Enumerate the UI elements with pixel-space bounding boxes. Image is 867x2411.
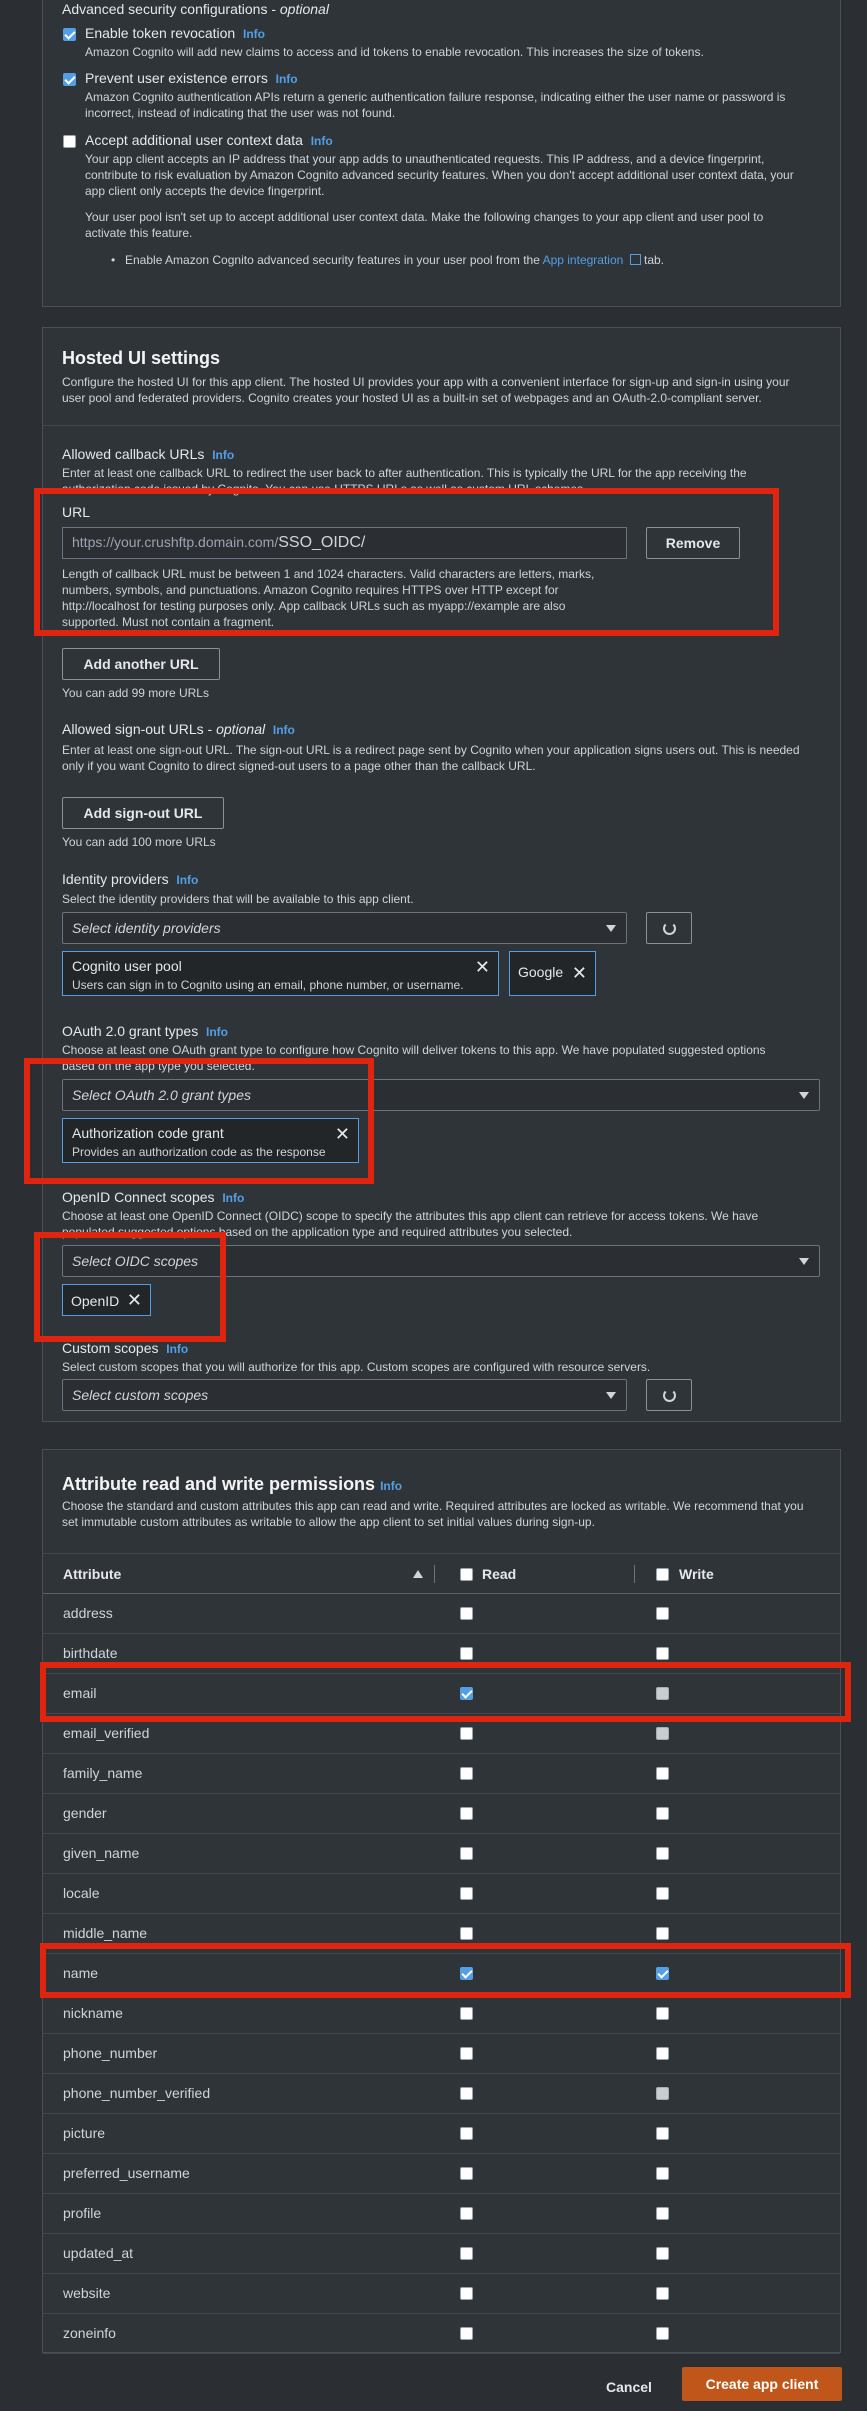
highlight-oidc-scopes bbox=[34, 1232, 226, 1342]
attribute-name: phone_number_verified bbox=[63, 2085, 211, 2101]
attribute-name: email bbox=[63, 1685, 97, 1701]
custom-scopes-label: Custom scopes Info bbox=[62, 1340, 189, 1356]
write-checkbox[interactable] bbox=[656, 2327, 669, 2340]
url-field-label: URL bbox=[62, 504, 91, 520]
info-link[interactable]: Info bbox=[272, 723, 295, 737]
write-checkbox[interactable] bbox=[656, 2207, 669, 2220]
info-link[interactable]: Info bbox=[243, 27, 265, 41]
read-checkbox[interactable] bbox=[460, 2247, 473, 2260]
info-link[interactable]: Info bbox=[176, 873, 199, 887]
token-revocation-label: Enable token revocation Info bbox=[85, 25, 265, 41]
column-divider bbox=[634, 1565, 635, 1583]
accept-user-context-desc-3: app client only accepts the device fingerprint. bbox=[85, 184, 325, 198]
info-link[interactable]: Info bbox=[380, 1479, 403, 1493]
prevent-user-existence-label: Prevent user existence errors Info bbox=[85, 70, 298, 86]
read-checkbox[interactable] bbox=[460, 1727, 473, 1740]
highlight-email-row bbox=[40, 1662, 851, 1722]
info-link[interactable]: Info bbox=[310, 134, 333, 148]
attribute-name: birthdate bbox=[63, 1645, 118, 1661]
table-row bbox=[43, 2273, 840, 2313]
write-checkbox[interactable] bbox=[656, 1927, 669, 1940]
url-help-4: supported. Must not contain a fragment. bbox=[62, 615, 275, 629]
read-checkbox[interactable] bbox=[460, 1767, 473, 1780]
add-url-remaining: You can add 99 more URLs bbox=[62, 686, 209, 700]
token-revocation-checkbox[interactable] bbox=[63, 28, 76, 41]
oauth-desc-1: Choose at least one OAuth grant type to configure how Cognito will deliver tokens to this app. We have populated suggested options bbox=[62, 1043, 766, 1057]
callback-desc-2: authorization code issued by Cognito. You can use HTTPS URLs as well as custom URL schemes. bbox=[62, 482, 587, 496]
highlight-callback-url bbox=[34, 488, 779, 636]
attribute-permissions-desc-1: Choose the standard and custom attributes this app can read and write. Required attributes are locked as writable. We recommend that you bbox=[62, 1499, 804, 1513]
attribute-name: locale bbox=[63, 1885, 100, 1901]
attribute-permissions-panel bbox=[42, 1449, 841, 2353]
idp-token-google-title: Google bbox=[518, 964, 564, 980]
info-link[interactable]: Info bbox=[275, 72, 298, 86]
read-checkbox[interactable] bbox=[460, 2087, 473, 2100]
table-header-read: Read bbox=[482, 1566, 517, 1582]
refresh-custom-scopes-button[interactable] bbox=[646, 1379, 692, 1411]
oidc-scopes-label: OpenID Connect scopes Info bbox=[62, 1189, 245, 1205]
oauth-token-desc: Provides an authorization code as the response bbox=[72, 1145, 326, 1159]
caret-down-icon bbox=[799, 1092, 809, 1099]
table-row bbox=[43, 1873, 840, 1913]
write-checkbox[interactable] bbox=[656, 2247, 669, 2260]
read-checkbox[interactable] bbox=[460, 2327, 473, 2340]
oidc-desc-1: Choose at least one OpenID Connect (OIDC) scope to specify the attributes this app client can retrieve for access tokens. We have bbox=[62, 1209, 759, 1223]
write-checkbox[interactable] bbox=[656, 2287, 669, 2300]
table-row bbox=[43, 1753, 840, 1793]
add-another-url-button[interactable]: Add another URL bbox=[62, 648, 220, 680]
table-row bbox=[43, 2073, 840, 2113]
write-checkbox bbox=[656, 2087, 669, 2100]
read-checkbox[interactable] bbox=[460, 1647, 473, 1660]
write-checkbox[interactable] bbox=[656, 1767, 669, 1780]
read-checkbox[interactable] bbox=[460, 1847, 473, 1860]
advanced-security-panel bbox=[42, 0, 841, 307]
custom-scopes-desc: Select custom scopes that you will authorize for this app. Custom scopes are configured with resource servers. bbox=[62, 1360, 651, 1374]
attribute-name: gender bbox=[63, 1805, 107, 1821]
cancel-button[interactable]: Cancel bbox=[606, 2379, 652, 2395]
attribute-name: updated_at bbox=[63, 2245, 134, 2261]
info-link[interactable]: Info bbox=[212, 448, 235, 462]
caret-down-icon bbox=[606, 1392, 616, 1399]
hosted-ui-title: Hosted UI settings bbox=[62, 348, 221, 368]
info-link[interactable]: Info bbox=[222, 1191, 245, 1205]
callback-url-input[interactable]: https://your.crushftp.domain.com/SSO_OIDC/ bbox=[62, 527, 627, 559]
url-help-3: http://localhost for testing purposes only. App callback URLs such as myapp://example are also bbox=[62, 599, 566, 613]
remove-token-icon[interactable]: ✕ bbox=[334, 1124, 350, 1144]
oauth-desc-2: based on the app type you selected. bbox=[62, 1059, 255, 1073]
identity-providers-label: Identity providers Info bbox=[62, 871, 199, 887]
divider bbox=[43, 425, 840, 426]
table-row bbox=[43, 2193, 840, 2233]
create-app-client-button[interactable]: Create app client bbox=[682, 2367, 842, 2401]
signout-desc-1: Enter at least one sign-out URL. The sign-out URL is a redirect page sent by Cognito when your application signs users out. This is needed bbox=[62, 743, 800, 757]
prevent-user-existence-desc-2: incorrect, instead of indicating that the user was not found. bbox=[85, 106, 396, 120]
write-checkbox[interactable] bbox=[656, 1647, 669, 1660]
identity-providers-desc: Select the identity providers that will be available to this app client. bbox=[62, 892, 414, 906]
oauth-grant-types-label: OAuth 2.0 grant types Info bbox=[62, 1023, 228, 1039]
write-checkbox[interactable] bbox=[656, 2047, 669, 2060]
attribute-name: address bbox=[63, 1605, 113, 1621]
context-note-1: Your user pool isn't set up to accept additional user context data. Make the following changes to your app client and user pool to bbox=[85, 210, 764, 224]
attribute-name: given_name bbox=[63, 1845, 140, 1861]
attribute-name: profile bbox=[63, 2205, 102, 2221]
read-checkbox[interactable] bbox=[460, 1927, 473, 1940]
write-checkbox[interactable] bbox=[656, 1807, 669, 1820]
remove-url-button[interactable]: Remove bbox=[646, 527, 740, 559]
read-checkbox[interactable] bbox=[460, 2047, 473, 2060]
table-row bbox=[43, 1993, 840, 2033]
caret-down-icon bbox=[606, 925, 616, 932]
info-link[interactable]: Info bbox=[166, 1342, 189, 1356]
idp-token-cognito-title: Cognito user pool bbox=[72, 958, 182, 974]
signout-remaining: You can add 100 more URLs bbox=[62, 835, 216, 849]
table-row bbox=[43, 1833, 840, 1873]
table-row bbox=[43, 2233, 840, 2273]
refresh-idp-button[interactable] bbox=[646, 912, 692, 944]
refresh-icon bbox=[663, 1389, 676, 1402]
attribute-name: preferred_username bbox=[63, 2165, 190, 2181]
idp-token-cognito bbox=[62, 951, 499, 996]
table-row bbox=[43, 2153, 840, 2193]
attribute-name: nickname bbox=[63, 2005, 123, 2021]
write-checkbox[interactable] bbox=[656, 1607, 669, 1620]
column-divider bbox=[434, 1565, 435, 1583]
attribute-name: zoneinfo bbox=[63, 2325, 116, 2341]
table-row bbox=[43, 1593, 840, 1633]
oidc-scopes-select[interactable]: Select OIDC scopes bbox=[62, 1245, 820, 1277]
prevent-user-existence-checkbox[interactable] bbox=[63, 73, 76, 86]
read-checkbox[interactable] bbox=[460, 1807, 473, 1820]
oauth-token-title: Authorization code grant bbox=[72, 1125, 224, 1141]
advanced-security-title: Advanced security configurations - optional bbox=[62, 1, 329, 17]
highlight-name-row bbox=[40, 1943, 851, 1998]
read-checkbox[interactable] bbox=[460, 2167, 473, 2180]
url-help-1: Length of callback URL must be between 1 and 1024 characters. Valid characters are letters, marks, bbox=[62, 567, 595, 581]
table-row bbox=[43, 1793, 840, 1833]
custom-scopes-select[interactable]: Select custom scopes bbox=[62, 1379, 627, 1411]
read-checkbox[interactable] bbox=[460, 1607, 473, 1620]
url-help-2: numbers, symbols, and punctuations. Amazon Cognito requires HTTPS over HTTP except for bbox=[62, 583, 559, 597]
write-checkbox bbox=[656, 1727, 669, 1740]
token-revocation-desc: Amazon Cognito will add new claims to access and id tokens to enable revocation. This increases the size of tokens. bbox=[85, 45, 704, 59]
callback-desc-1: Enter at least one callback URL to redirect the user back to after authentication. This is typically the URL for the app receiving the bbox=[62, 466, 747, 480]
prevent-user-existence-desc-1: Amazon Cognito authentication APIs return a generic authentication failure response, indicating either the user name or password is bbox=[85, 90, 786, 104]
external-link-icon bbox=[630, 254, 641, 265]
accept-user-context-desc-2: contribute to risk evaluation by Amazon Cognito advanced security features. When you don't accept additional user context data, your bbox=[85, 168, 794, 182]
table-row bbox=[43, 2313, 840, 2353]
caret-down-icon bbox=[799, 1258, 809, 1265]
info-link[interactable]: Info bbox=[205, 1025, 228, 1039]
table-header-attribute[interactable]: Attribute bbox=[63, 1566, 122, 1582]
read-checkbox[interactable] bbox=[460, 1887, 473, 1900]
write-checkbox[interactable] bbox=[656, 1887, 669, 1900]
attribute-name: website bbox=[63, 2285, 111, 2301]
highlight-oauth-grant bbox=[24, 1058, 374, 1184]
attribute-name: email_verified bbox=[63, 1725, 150, 1741]
attribute-permissions-title: Attribute read and write permissions Info bbox=[62, 1474, 403, 1494]
sort-ascending-icon[interactable] bbox=[413, 1570, 423, 1578]
attribute-name: middle_name bbox=[63, 1925, 148, 1941]
attribute-name: phone_number bbox=[63, 2045, 158, 2061]
refresh-icon bbox=[663, 922, 676, 935]
attribute-permissions-desc-2: set immutable custom attributes as writable to allow the app client to set initial values during sign-up. bbox=[62, 1515, 595, 1529]
idp-token-google bbox=[509, 951, 596, 996]
oidc-token-title: OpenID bbox=[71, 1293, 120, 1309]
idp-token-cognito-desc: Users can sign in to Cognito using an email, phone number, or username. bbox=[72, 978, 464, 992]
row-divider bbox=[43, 2353, 840, 2354]
read-all-checkbox[interactable] bbox=[460, 1568, 473, 1581]
table-row bbox=[43, 2113, 840, 2153]
remove-token-icon[interactable]: ✕ bbox=[571, 963, 587, 983]
table-row bbox=[43, 2033, 840, 2073]
write-checkbox[interactable] bbox=[656, 2167, 669, 2180]
app-integration-link[interactable]: App integration bbox=[542, 253, 624, 267]
write-checkbox[interactable] bbox=[656, 2007, 669, 2020]
read-checkbox[interactable] bbox=[460, 2207, 473, 2220]
context-note-bullet: • Enable Amazon Cognito advanced security features in your user pool from the App integration tab. bbox=[111, 253, 665, 267]
oauth-grant-types-select[interactable]: Select OAuth 2.0 grant types bbox=[62, 1079, 820, 1111]
accept-user-context-desc-1: Your app client accepts an IP address that your app adds to unauthenticated requests. This IP address, and a device fingerprint, bbox=[85, 152, 765, 166]
context-note-2: activate this feature. bbox=[85, 226, 193, 240]
hosted-ui-desc-1: Configure the hosted UI for this app client. The hosted UI provides your app with a convenient interface for sign-up and sign-in using your bbox=[62, 375, 790, 389]
write-checkbox[interactable] bbox=[656, 2127, 669, 2140]
table-header-write: Write bbox=[679, 1566, 714, 1582]
read-checkbox[interactable] bbox=[460, 2127, 473, 2140]
signout-urls-label: Allowed sign-out URLs - optional Info bbox=[62, 721, 295, 737]
add-signout-url-button[interactable]: Add sign-out URL bbox=[62, 797, 224, 829]
write-checkbox[interactable] bbox=[656, 1847, 669, 1860]
remove-token-icon[interactable]: ✕ bbox=[126, 1290, 142, 1310]
hosted-ui-desc-2: user pool and federated providers. Cognito creates your hosted UI as a built-in set of webpages and an OAuth-2.0-compliant server. bbox=[62, 391, 762, 405]
attribute-name: picture bbox=[63, 2125, 106, 2141]
signout-desc-2: only if you want Cognito to direct signed-out users to a page other than the callback URL. bbox=[62, 759, 536, 773]
attribute-name: name bbox=[63, 1965, 99, 1981]
accept-user-context-checkbox[interactable] bbox=[63, 135, 76, 148]
remove-token-icon[interactable]: ✕ bbox=[474, 957, 490, 977]
callback-urls-label: Allowed callback URLs Info bbox=[62, 446, 235, 462]
read-checkbox[interactable] bbox=[460, 2287, 473, 2300]
write-all-checkbox[interactable] bbox=[656, 1568, 669, 1581]
accept-user-context-label: Accept additional user context data Info bbox=[85, 132, 333, 148]
identity-providers-select[interactable]: Select identity providers bbox=[62, 912, 627, 944]
attribute-name: family_name bbox=[63, 1765, 143, 1781]
oidc-desc-2: populated suggested options based on the application type and required attributes you selected. bbox=[62, 1225, 573, 1239]
read-checkbox[interactable] bbox=[460, 2007, 473, 2020]
